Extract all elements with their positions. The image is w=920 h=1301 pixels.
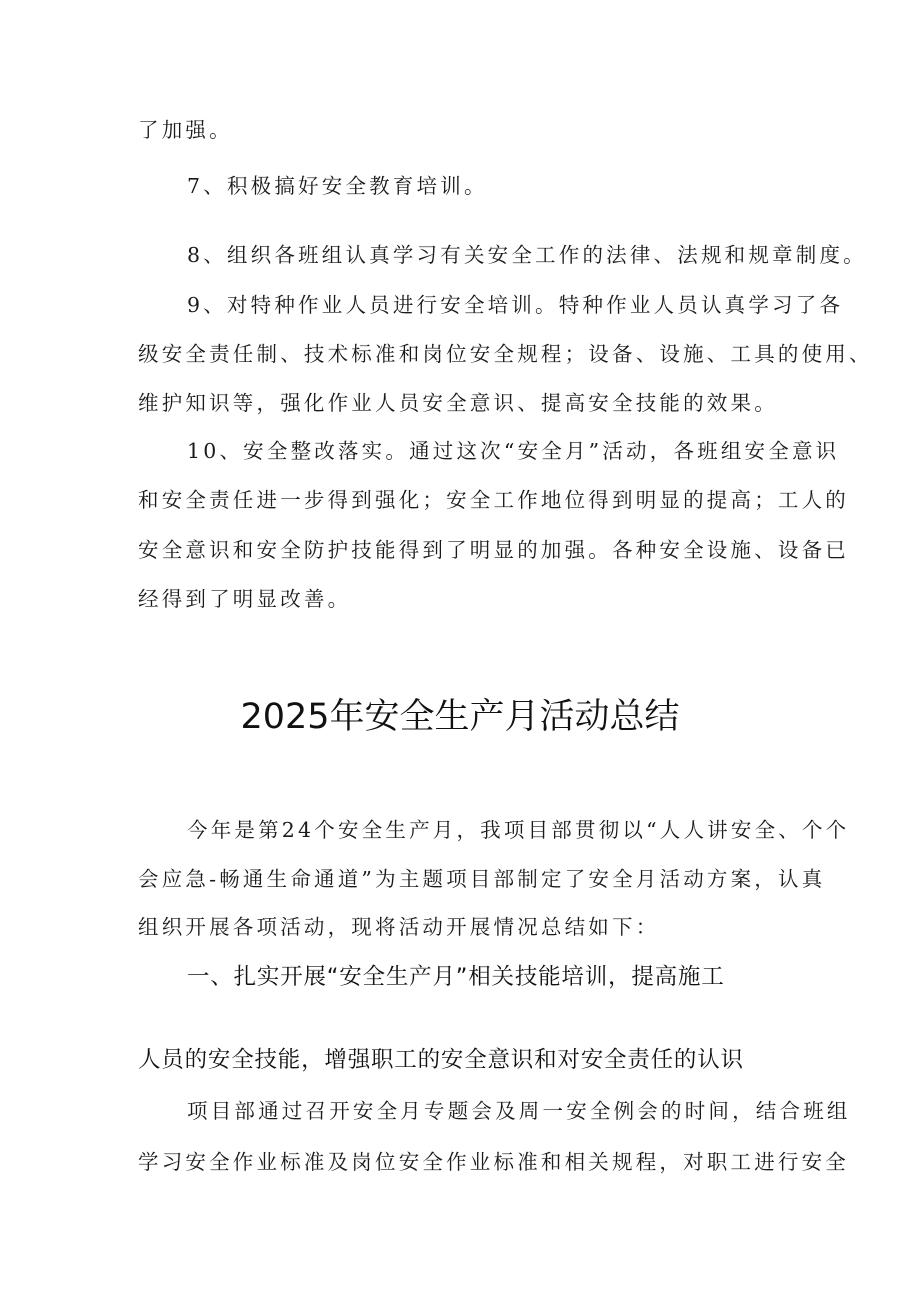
paragraph-line: 级安全责任制、技术标准和岗位安全规程；设备、设施、工具的使用、 (138, 342, 873, 366)
paragraph-line: 维护知识等，强化作业人员安全意识、提高安全技能的效果。 (138, 391, 778, 415)
document-title: 2025年安全生产月活动总结 (240, 697, 680, 737)
section-heading-1: 一、扎实开展“安全生产月”相关技能培训，提高施工 (187, 964, 725, 990)
section-heading-1-cont: 人员的安全技能，增强职工的安全意识和对安全责任的认识 (138, 1047, 744, 1073)
list-item-9: 9、对特种作业人员进行安全培训。特种作业人员认真学习了各 (187, 293, 844, 317)
intro-line: 组织开展各项活动，现将活动开展情况总结如下： (138, 915, 660, 939)
paragraph-line: 和安全责任进一步得到强化；安全工作地位得到明显的提高；工人的 (138, 488, 849, 512)
paragraph-line: 安全意识和安全防护技能得到了明显的加强。各种安全设施、设备已 (138, 538, 849, 562)
intro-line: 今年是第24个安全生产月，我项目部贯彻以“人人讲安全、个个 (187, 818, 850, 842)
intro-line: 会应急-畅通生命通道”为主题项目部制定了安全月活动方案，认真 (138, 867, 826, 891)
body-line: 项目部通过召开安全月专题会及周一安全例会的时间，结合班组 (187, 1099, 851, 1123)
paragraph-line: 经得到了明显改善。 (138, 587, 352, 611)
body-line: 学习安全作业标准及岗位安全作业标准和相关规程，对职工进行安全 (138, 1150, 849, 1174)
list-item-10: 10、安全整改落实。通过这次“安全月”活动，各班组安全意识 (187, 439, 840, 463)
paragraph-line: 了加强。 (138, 118, 233, 142)
list-item-8: 8、组织各班组认真学习有关安全工作的法律、法规和规章制度。 (187, 243, 867, 267)
list-item-7: 7、积极搞好安全教育培训。 (187, 174, 488, 198)
